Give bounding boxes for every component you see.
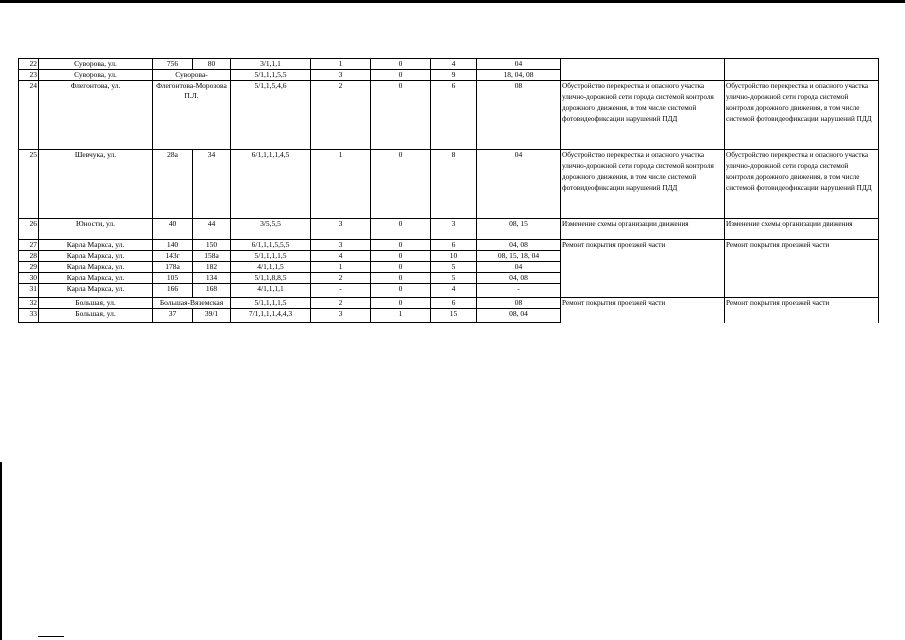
house-from-cell: 166 <box>153 284 193 298</box>
house-from-cell: 37 <box>153 309 193 323</box>
house-to-cell: 34 <box>193 150 231 219</box>
types-cell: 08, 15, 18, 04 <box>477 251 561 262</box>
count-b-cell: 0 <box>371 70 431 81</box>
measure-cell-2: Ремонт покрытия проезжей части <box>725 298 879 323</box>
count-b-cell: 1 <box>371 309 431 323</box>
count-a-cell: 3 <box>311 309 371 323</box>
count-a-cell: 1 <box>311 262 371 273</box>
count-a-cell: 3 <box>311 240 371 251</box>
measure-cell: Ремонт покрытия проезжей части <box>561 240 725 298</box>
row-number: 30 <box>19 273 39 284</box>
count-c-cell: 6 <box>431 298 477 309</box>
code-cell: 4/1,1,1,1 <box>231 284 311 298</box>
street-cell: Карла Маркса, ул. <box>39 240 153 251</box>
count-c-cell: 6 <box>431 81 477 150</box>
types-cell: 08 <box>477 298 561 309</box>
measure-cell-2: Ремонт покрытия проезжей части <box>725 240 879 298</box>
table-row <box>19 240 879 251</box>
count-b-cell: 0 <box>371 284 431 298</box>
types-cell: 08, 15 <box>477 219 561 240</box>
house-from-cell: 756 <box>153 59 193 70</box>
street-cell: Большая, ул. <box>39 298 153 309</box>
count-a-cell: 3 <box>311 219 371 240</box>
count-b-cell: 0 <box>371 59 431 70</box>
code-cell: 5/1,1,1,5,5 <box>231 70 311 81</box>
row-number: 22 <box>19 59 39 70</box>
row-number: 27 <box>19 240 39 251</box>
count-c-cell: 5 <box>431 262 477 273</box>
code-cell: 5/1,1,5,4,6 <box>231 81 311 150</box>
house-to-cell: 158а <box>193 251 231 262</box>
street-cell: Юности, ул. <box>39 219 153 240</box>
street-cell: Карла Маркса, ул. <box>39 262 153 273</box>
count-b-cell: 0 <box>371 219 431 240</box>
row-number: 23 <box>19 70 39 81</box>
accident-sites-table <box>18 58 879 323</box>
house-to-cell: 134 <box>193 273 231 284</box>
row-number: 29 <box>19 262 39 273</box>
measure-cell <box>561 59 725 70</box>
types-cell: - <box>477 284 561 298</box>
house-to-cell: 44 <box>193 219 231 240</box>
house-from-cell: 28а <box>153 150 193 219</box>
row-number: 32 <box>19 298 39 309</box>
measure-cell: Изменение схемы организации движения <box>561 219 725 240</box>
house-to-cell: 39/1 <box>193 309 231 323</box>
house-from-cell: 105 <box>153 273 193 284</box>
code-cell: 3/5,5,5 <box>231 219 311 240</box>
code-cell: 3/1,1,1 <box>231 59 311 70</box>
count-c-cell: 4 <box>431 284 477 298</box>
house-span-cell: Суворова- <box>153 70 231 81</box>
row-number: 31 <box>19 284 39 298</box>
count-a-cell: 4 <box>311 251 371 262</box>
count-a-cell: 2 <box>311 81 371 150</box>
house-from-cell: 140 <box>153 240 193 251</box>
table-row <box>19 150 879 219</box>
measure-cell: Обустройство перекрестка и опасного участка улично-дорожной сети города системой контроля дорожного движения, в том числе системой фотовидеофиксации нарушений ПДД <box>561 81 725 150</box>
house-to-cell: 168 <box>193 284 231 298</box>
count-c-cell: 5 <box>431 273 477 284</box>
count-c-cell: 8 <box>431 150 477 219</box>
count-c-cell: 15 <box>431 309 477 323</box>
house-to-cell: 150 <box>193 240 231 251</box>
street-cell: Суворова, ул. <box>39 59 153 70</box>
street-cell: Флегонтова, ул. <box>39 81 153 150</box>
table-row <box>19 219 879 240</box>
measure-cell-2: Обустройство перекрестка и опасного участка улично-дорожной сети города системой контроля дорожного движения, в том числе системой фотовидеофиксации нарушений ПДД <box>725 150 879 219</box>
count-b-cell: 0 <box>371 150 431 219</box>
house-from-cell: 40 <box>153 219 193 240</box>
count-a-cell: - <box>311 284 371 298</box>
house-to-cell: 80 <box>193 59 231 70</box>
measure-cell-2: Изменение схемы организации движения <box>725 219 879 240</box>
street-cell: Карла Маркса, ул. <box>39 273 153 284</box>
code-cell: 6/1,1,1,5,5,5 <box>231 240 311 251</box>
count-b-cell: 0 <box>371 240 431 251</box>
measure-cell-2: Обустройство перекрестка и опасного участка улично-дорожной сети города системой контроля дорожного движения, в том числе системой фотовидеофиксации нарушений ПДД <box>725 81 879 150</box>
count-c-cell: 6 <box>431 240 477 251</box>
measure-cell: Ремонт покрытия проезжей части <box>561 298 725 323</box>
types-cell: 04 <box>477 59 561 70</box>
measure-cell: Обустройство перекрестка и опасного участка улично-дорожной сети города системой контроля дорожного движения, в том числе системой фотовидеофиксации нарушений ПДД <box>561 150 725 219</box>
types-cell: 08 <box>477 81 561 150</box>
house-to-cell: 182 <box>193 262 231 273</box>
code-cell: 4/1,1,1,5 <box>231 262 311 273</box>
page-edge-mark <box>0 462 2 640</box>
types-cell: 04, 08 <box>477 273 561 284</box>
count-c-cell: 9 <box>431 70 477 81</box>
count-a-cell: 1 <box>311 150 371 219</box>
row-number: 28 <box>19 251 39 262</box>
measure-cell-2 <box>725 70 879 81</box>
count-a-cell: 3 <box>311 70 371 81</box>
count-b-cell: 0 <box>371 262 431 273</box>
table-row <box>19 59 879 70</box>
street-cell: Карла Маркса, ул. <box>39 251 153 262</box>
count-a-cell: 2 <box>311 298 371 309</box>
code-cell: 6/1,1,1,1,4,5 <box>231 150 311 219</box>
count-a-cell: 1 <box>311 59 371 70</box>
table-row <box>19 70 879 81</box>
measure-cell <box>561 70 725 81</box>
street-cell: Шевчука, ул. <box>39 150 153 219</box>
row-number: 33 <box>19 309 39 323</box>
count-c-cell: 4 <box>431 59 477 70</box>
count-c-cell: 3 <box>431 219 477 240</box>
house-from-cell: 178а <box>153 262 193 273</box>
code-cell: 7/1,1,1,1,4,4,3 <box>231 309 311 323</box>
count-b-cell: 0 <box>371 251 431 262</box>
street-cell: Карла Маркса, ул. <box>39 284 153 298</box>
row-number: 26 <box>19 219 39 240</box>
types-cell: 04, 08 <box>477 240 561 251</box>
code-cell: 5/1,1,1,1,5 <box>231 251 311 262</box>
count-b-cell: 0 <box>371 81 431 150</box>
top-rule <box>0 0 905 3</box>
house-span-cell: Флегонтова-Морозова П.Л. <box>153 81 231 150</box>
row-number: 25 <box>19 150 39 219</box>
types-cell: 04 <box>477 150 561 219</box>
house-from-cell: 143г <box>153 251 193 262</box>
count-a-cell: 2 <box>311 273 371 284</box>
types-cell: 04 <box>477 262 561 273</box>
street-cell: Суворова, ул. <box>39 70 153 81</box>
table-row <box>19 81 879 150</box>
count-b-cell: 0 <box>371 298 431 309</box>
street-cell: Большая, ул. <box>39 309 153 323</box>
count-c-cell: 10 <box>431 251 477 262</box>
types-cell: 18, 04, 08 <box>477 70 561 81</box>
types-cell: 08, 04 <box>477 309 561 323</box>
table-row <box>19 298 879 309</box>
row-number: 24 <box>19 81 39 150</box>
code-cell: 5/1,1,8,8,5 <box>231 273 311 284</box>
page-footer-mark <box>38 636 64 637</box>
code-cell: 5/1,1,1,1,5 <box>231 298 311 309</box>
count-b-cell: 0 <box>371 273 431 284</box>
house-span-cell: Большая-Вяземская <box>153 298 231 309</box>
measure-cell-2 <box>725 59 879 70</box>
